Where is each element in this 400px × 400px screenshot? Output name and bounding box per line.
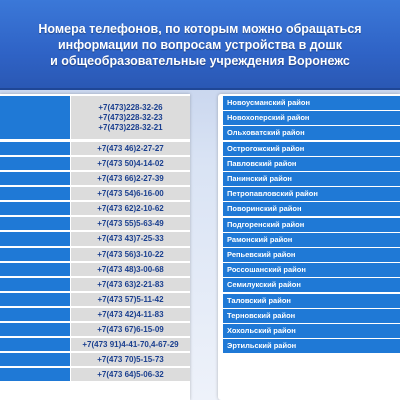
phone-cell (71, 338, 190, 352)
table-row (0, 323, 190, 337)
phone-number: +7(473 55)5-63-49 (97, 218, 164, 228)
district-row: Эртильский район (223, 339, 400, 353)
phone-cell (71, 263, 190, 277)
district-name-cell (0, 338, 70, 352)
phone-number: +7(473 48)3-00-68 (97, 264, 164, 274)
district-row: Новохоперский район (223, 111, 400, 125)
phone-number: +7(473 70)5-15-73 (97, 354, 164, 364)
table-row (0, 142, 190, 156)
district-name-cell (0, 263, 70, 277)
table-row (0, 293, 190, 307)
table-row (0, 232, 190, 247)
header-line-3: и общеобразовательные учреждения Воронежс (50, 54, 350, 68)
district-name-cell (0, 278, 70, 292)
district-name-cell (0, 202, 70, 216)
table-row (0, 278, 190, 292)
district-row: Ольховатский район (223, 126, 400, 140)
phone-cell (71, 142, 190, 156)
district-list (218, 94, 400, 400)
phone-cell (71, 308, 190, 322)
page-header (0, 0, 400, 90)
table-row (0, 353, 190, 367)
table-row (0, 338, 190, 352)
phone-number: +7(473 67)6-15-09 (97, 324, 164, 334)
phone-cell (71, 368, 190, 382)
district-row: Репьевский район (223, 248, 400, 262)
phone-number: +7(473)228-32-26 (98, 102, 163, 112)
phone-cell (71, 278, 190, 292)
district-name-cell (0, 187, 70, 201)
phone-number: +7(473 62)2-10-62 (97, 203, 164, 213)
phone-number: +7(473 50)4-14-02 (97, 158, 164, 168)
district-name-cell (0, 293, 70, 307)
table-row (0, 96, 190, 140)
phone-number: +7(473 63)2-21-83 (97, 279, 164, 289)
phone-cell (71, 96, 190, 140)
phone-cell (71, 353, 190, 367)
phone-cell (71, 232, 190, 247)
district-name-cell (0, 353, 70, 367)
district-row: Павловский район (223, 157, 400, 171)
header-line-2: информации по вопросам устройства в дошк (57, 38, 342, 52)
phone-cell (71, 172, 190, 186)
phone-number: +7(473 57)5-11-42 (97, 294, 164, 304)
district-row: Поворинский район (223, 202, 400, 216)
district-name-cell (0, 172, 70, 186)
district-row: Новоусманский район (223, 96, 400, 110)
phone-number: +7(473 56)3-10-22 (97, 249, 164, 259)
district-row: Подгоренский район (223, 218, 400, 232)
phone-cell (71, 157, 190, 171)
table-row (0, 248, 190, 262)
phone-cell (71, 217, 190, 231)
phone-cell (71, 187, 190, 201)
district-name-cell (0, 232, 70, 247)
phone-number: +7(473 54)6-16-00 (97, 188, 164, 198)
phone-number: +7(473 46)2-27-27 (97, 143, 164, 153)
district-name-cell (0, 368, 70, 382)
phone-number: +7(473)228-32-23 (98, 112, 163, 122)
district-name-cell (0, 248, 70, 262)
table-row (0, 217, 190, 231)
district-row: Хохольский район (223, 324, 400, 338)
phone-number: +7(473 66)2-27-39 (97, 173, 164, 183)
district-row: Острогожский район (223, 142, 400, 156)
district-name-cell (0, 157, 70, 171)
district-row: Петропавловский район (223, 187, 400, 201)
district-row: Рамонский район (223, 233, 400, 247)
district-row: Россошанский район (223, 263, 400, 277)
header-line-1: Номера телефонов, по которым можно обращаться (38, 22, 362, 36)
phone-number: +7(473 42)4-11-83 (97, 309, 164, 319)
district-name-cell (0, 142, 70, 156)
phone-table (0, 94, 190, 400)
table-row (0, 368, 190, 382)
phone-number: +7(473 43)7-25-33 (97, 234, 164, 243)
district-name-cell (0, 217, 70, 231)
phone-number: +7(473 64)5-06-32 (97, 369, 164, 379)
phone-cell (71, 293, 190, 307)
district-name-cell (0, 96, 70, 140)
phone-number: +7(473)228-32-21 (98, 122, 163, 132)
table-row (0, 187, 190, 201)
phone-cell (71, 323, 190, 337)
district-row: Таловский район (223, 294, 400, 308)
district-row: Семилукский район (223, 278, 400, 292)
phone-cell (71, 202, 190, 216)
table-row (0, 172, 190, 186)
district-name-cell (0, 323, 70, 337)
table-row (0, 263, 190, 277)
table-row (0, 157, 190, 171)
phone-number: +7(473 91)4-41-70,4-67-29 (82, 339, 179, 349)
table-row (0, 202, 190, 216)
district-name-cell (0, 308, 70, 322)
table-row (0, 308, 190, 322)
district-row: Панинский район (223, 172, 400, 186)
phone-cell (71, 248, 190, 262)
district-row: Терновский район (223, 309, 400, 323)
